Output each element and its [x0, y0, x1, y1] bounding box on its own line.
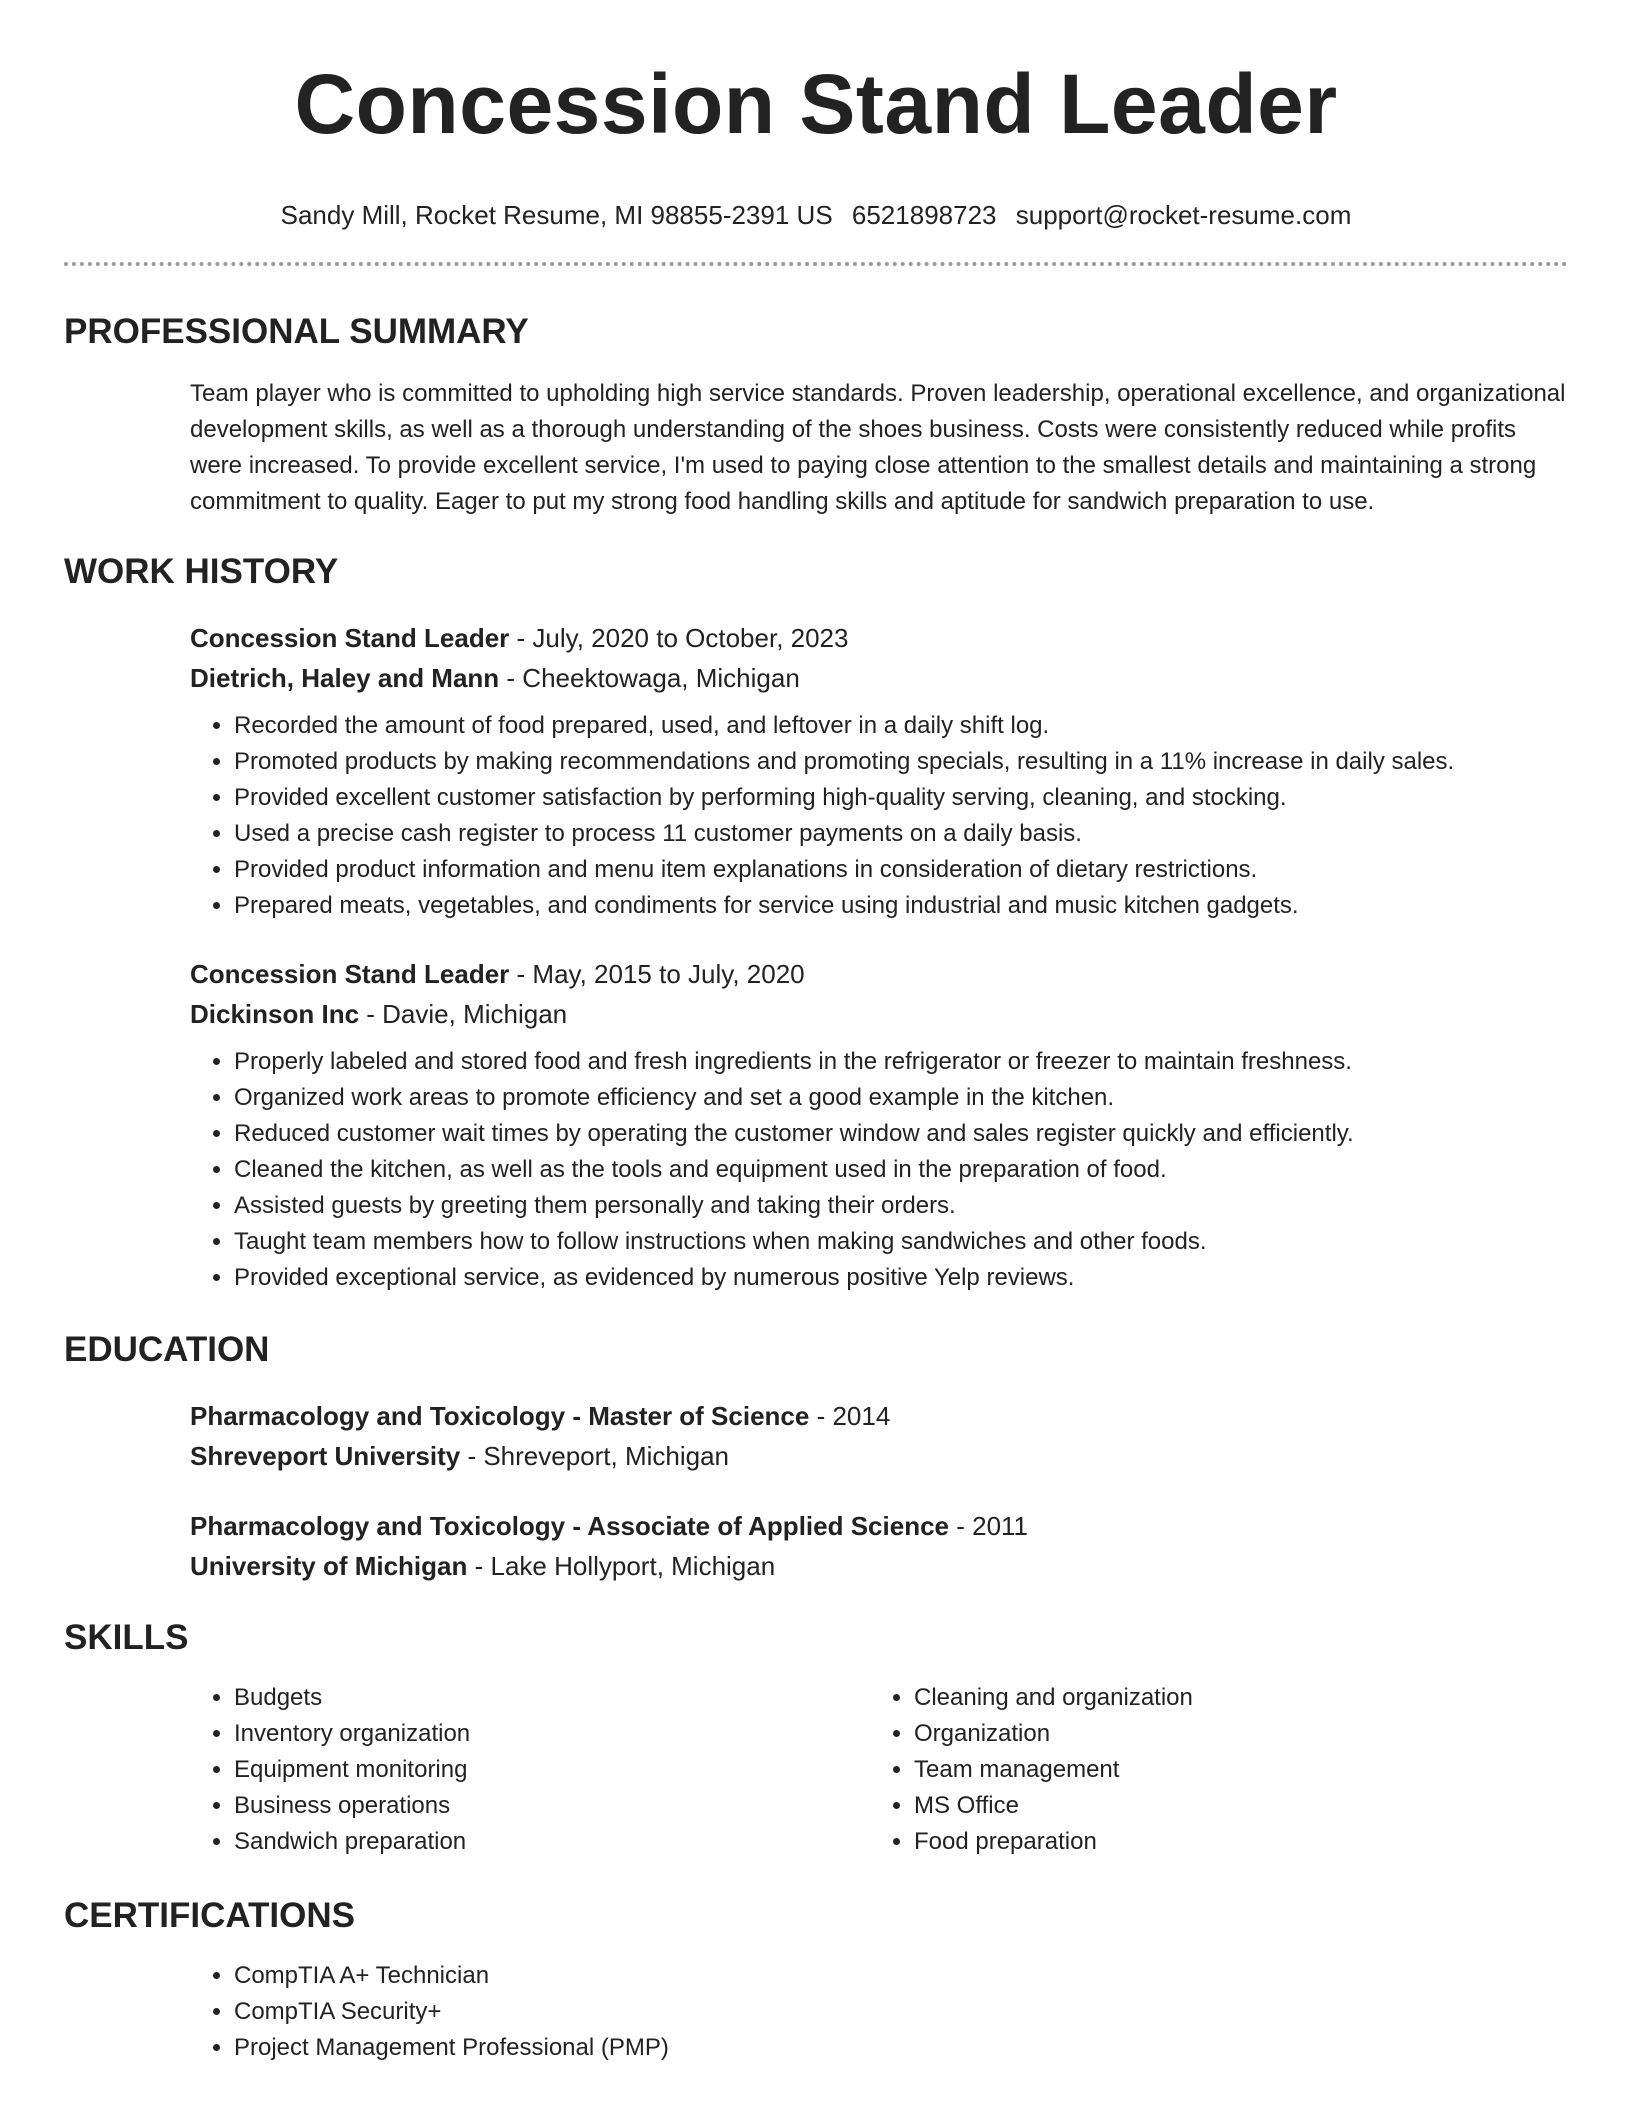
- skill-item: • Cleaning and organization: [914, 1680, 1550, 1716]
- skill-item: • Team management: [914, 1752, 1550, 1788]
- list-item: • Prepared meats, vegetables, and condiments for service using industrial and music kitchen gadgets.: [234, 888, 1568, 924]
- job-role-line: [190, 618, 1568, 658]
- summary-text: Team player who is committed to upholding high service standards. Proven leadership, operational excellence, and organizational development skills, as well as a thorough understanding of the shoes business. Costs were consistently reduced while profits were increased. To provide excellent service, I'm used to paying close attention to the smallest details and maintaining a strong commitment to quality. Eager to put my strong food handling skills and aptitude for sandwich preparation to use.: [190, 380, 1566, 515]
- school-line: [190, 1436, 1568, 1476]
- skill-item: • Food preparation: [914, 1824, 1550, 1860]
- skill-item: • Budgets: [234, 1680, 870, 1716]
- job-location: - Davie, Michigan: [359, 999, 568, 1029]
- contact-phone: 6521898723: [851, 200, 997, 230]
- list-item: • Taught team members how to follow instructions when making sandwiches and other foods.: [234, 1224, 1568, 1260]
- job-company: Dietrich, Haley and Mann: [190, 663, 500, 693]
- list-item: • Properly labeled and stored food and fresh ingredients in the refrigerator or freezer to maintain freshness.: [234, 1044, 1568, 1080]
- certification-item: • CompTIA Security+: [234, 1994, 1568, 2030]
- job-dates: - July, 2020 to October, 2023: [509, 623, 849, 653]
- certifications-bullets: [190, 1958, 1568, 2066]
- skills-column-left: [190, 1680, 870, 1860]
- skill-item: • MS Office: [914, 1788, 1550, 1824]
- education-entry: [190, 1506, 1568, 1586]
- section-title-certifications: CERTIFICATIONS: [64, 1896, 356, 1935]
- school-location: - Lake Hollyport, Michigan: [467, 1551, 776, 1581]
- job-bullets: [190, 1044, 1568, 1296]
- list-item: • Provided product information and menu item explanations in consideration of dietary restrictions.: [234, 852, 1568, 888]
- section-title-skills: SKILLS: [64, 1618, 189, 1657]
- degree: Pharmacology and Toxicology - Associate of Applied Science: [190, 1511, 949, 1541]
- list-item: • Provided excellent customer satisfaction by performing high-quality serving, cleaning, and stocking.: [234, 780, 1568, 816]
- job-company: Dickinson Inc: [190, 999, 360, 1029]
- job-entry: [190, 954, 1568, 1296]
- list-item: • Recorded the amount of food prepared, used, and leftover in a daily shift log.: [234, 708, 1568, 744]
- job-location: - Cheektowaga, Michigan: [499, 663, 800, 693]
- skill-item: • Organization: [914, 1716, 1550, 1752]
- job-role-line: [190, 954, 1568, 994]
- job-role: Concession Stand Leader: [190, 959, 510, 989]
- degree: Pharmacology and Toxicology - Master of Science: [190, 1401, 810, 1431]
- education-entry: [190, 1396, 1568, 1476]
- contact-email: support@rocket-resume.com: [1015, 200, 1352, 230]
- school-location: - Shreveport, Michigan: [460, 1441, 730, 1471]
- header-divider: [64, 262, 1568, 266]
- skill-item: • Business operations: [234, 1788, 870, 1824]
- skill-item: • Sandwich preparation: [234, 1824, 870, 1860]
- degree-line: [190, 1396, 1568, 1436]
- skill-item: • Inventory organization: [234, 1716, 870, 1752]
- job-role: Concession Stand Leader: [190, 623, 510, 653]
- degree-year: - 2014: [809, 1401, 891, 1431]
- contact-address: Sandy Mill, Rocket Resume, MI 98855-2391 US: [280, 200, 833, 230]
- list-item: • Promoted products by making recommendations and promoting specials, resulting in a 11% increase in daily sales.: [234, 744, 1568, 780]
- school: University of Michigan: [190, 1551, 468, 1581]
- skills-grid: [190, 1680, 1568, 1860]
- section-title-summary: PROFESSIONAL SUMMARY: [64, 312, 529, 351]
- certifications-list: [190, 1958, 1568, 2066]
- school-line: [190, 1546, 1568, 1586]
- list-item: • Cleaned the kitchen, as well as the tools and equipment used in the preparation of food.: [234, 1152, 1568, 1188]
- certification-item: • Project Management Professional (PMP): [234, 2030, 1568, 2066]
- job-company-line: [190, 994, 1568, 1034]
- job-company-line: [190, 658, 1568, 698]
- skill-item: • Equipment monitoring: [234, 1752, 870, 1788]
- list-item: • Used a precise cash register to process 11 customer payments on a daily basis.: [234, 816, 1568, 852]
- list-item: • Organized work areas to promote efficiency and set a good example in the kitchen.: [234, 1080, 1568, 1116]
- contact-line: [64, 198, 1568, 232]
- list-item: • Provided exceptional service, as evidenced by numerous positive Yelp reviews.: [234, 1260, 1568, 1296]
- list-item: • Reduced customer wait times by operating the customer window and sales register quickly and efficiently.: [234, 1116, 1568, 1152]
- certification-item: • CompTIA A+ Technician: [234, 1958, 1568, 1994]
- section-title-education: EDUCATION: [64, 1330, 270, 1369]
- list-item: • Assisted guests by greeting them personally and taking their orders.: [234, 1188, 1568, 1224]
- section-title-work-history: WORK HISTORY: [64, 552, 339, 591]
- skills-column-right: [870, 1680, 1550, 1860]
- degree-line: [190, 1506, 1568, 1546]
- job-dates: - May, 2015 to July, 2020: [509, 959, 805, 989]
- degree-year: - 2011: [949, 1511, 1029, 1541]
- job-bullets: [190, 708, 1568, 924]
- candidate-title: Concession Stand Leader: [294, 57, 1338, 151]
- job-entry: [190, 618, 1568, 924]
- school: Shreveport University: [190, 1441, 461, 1471]
